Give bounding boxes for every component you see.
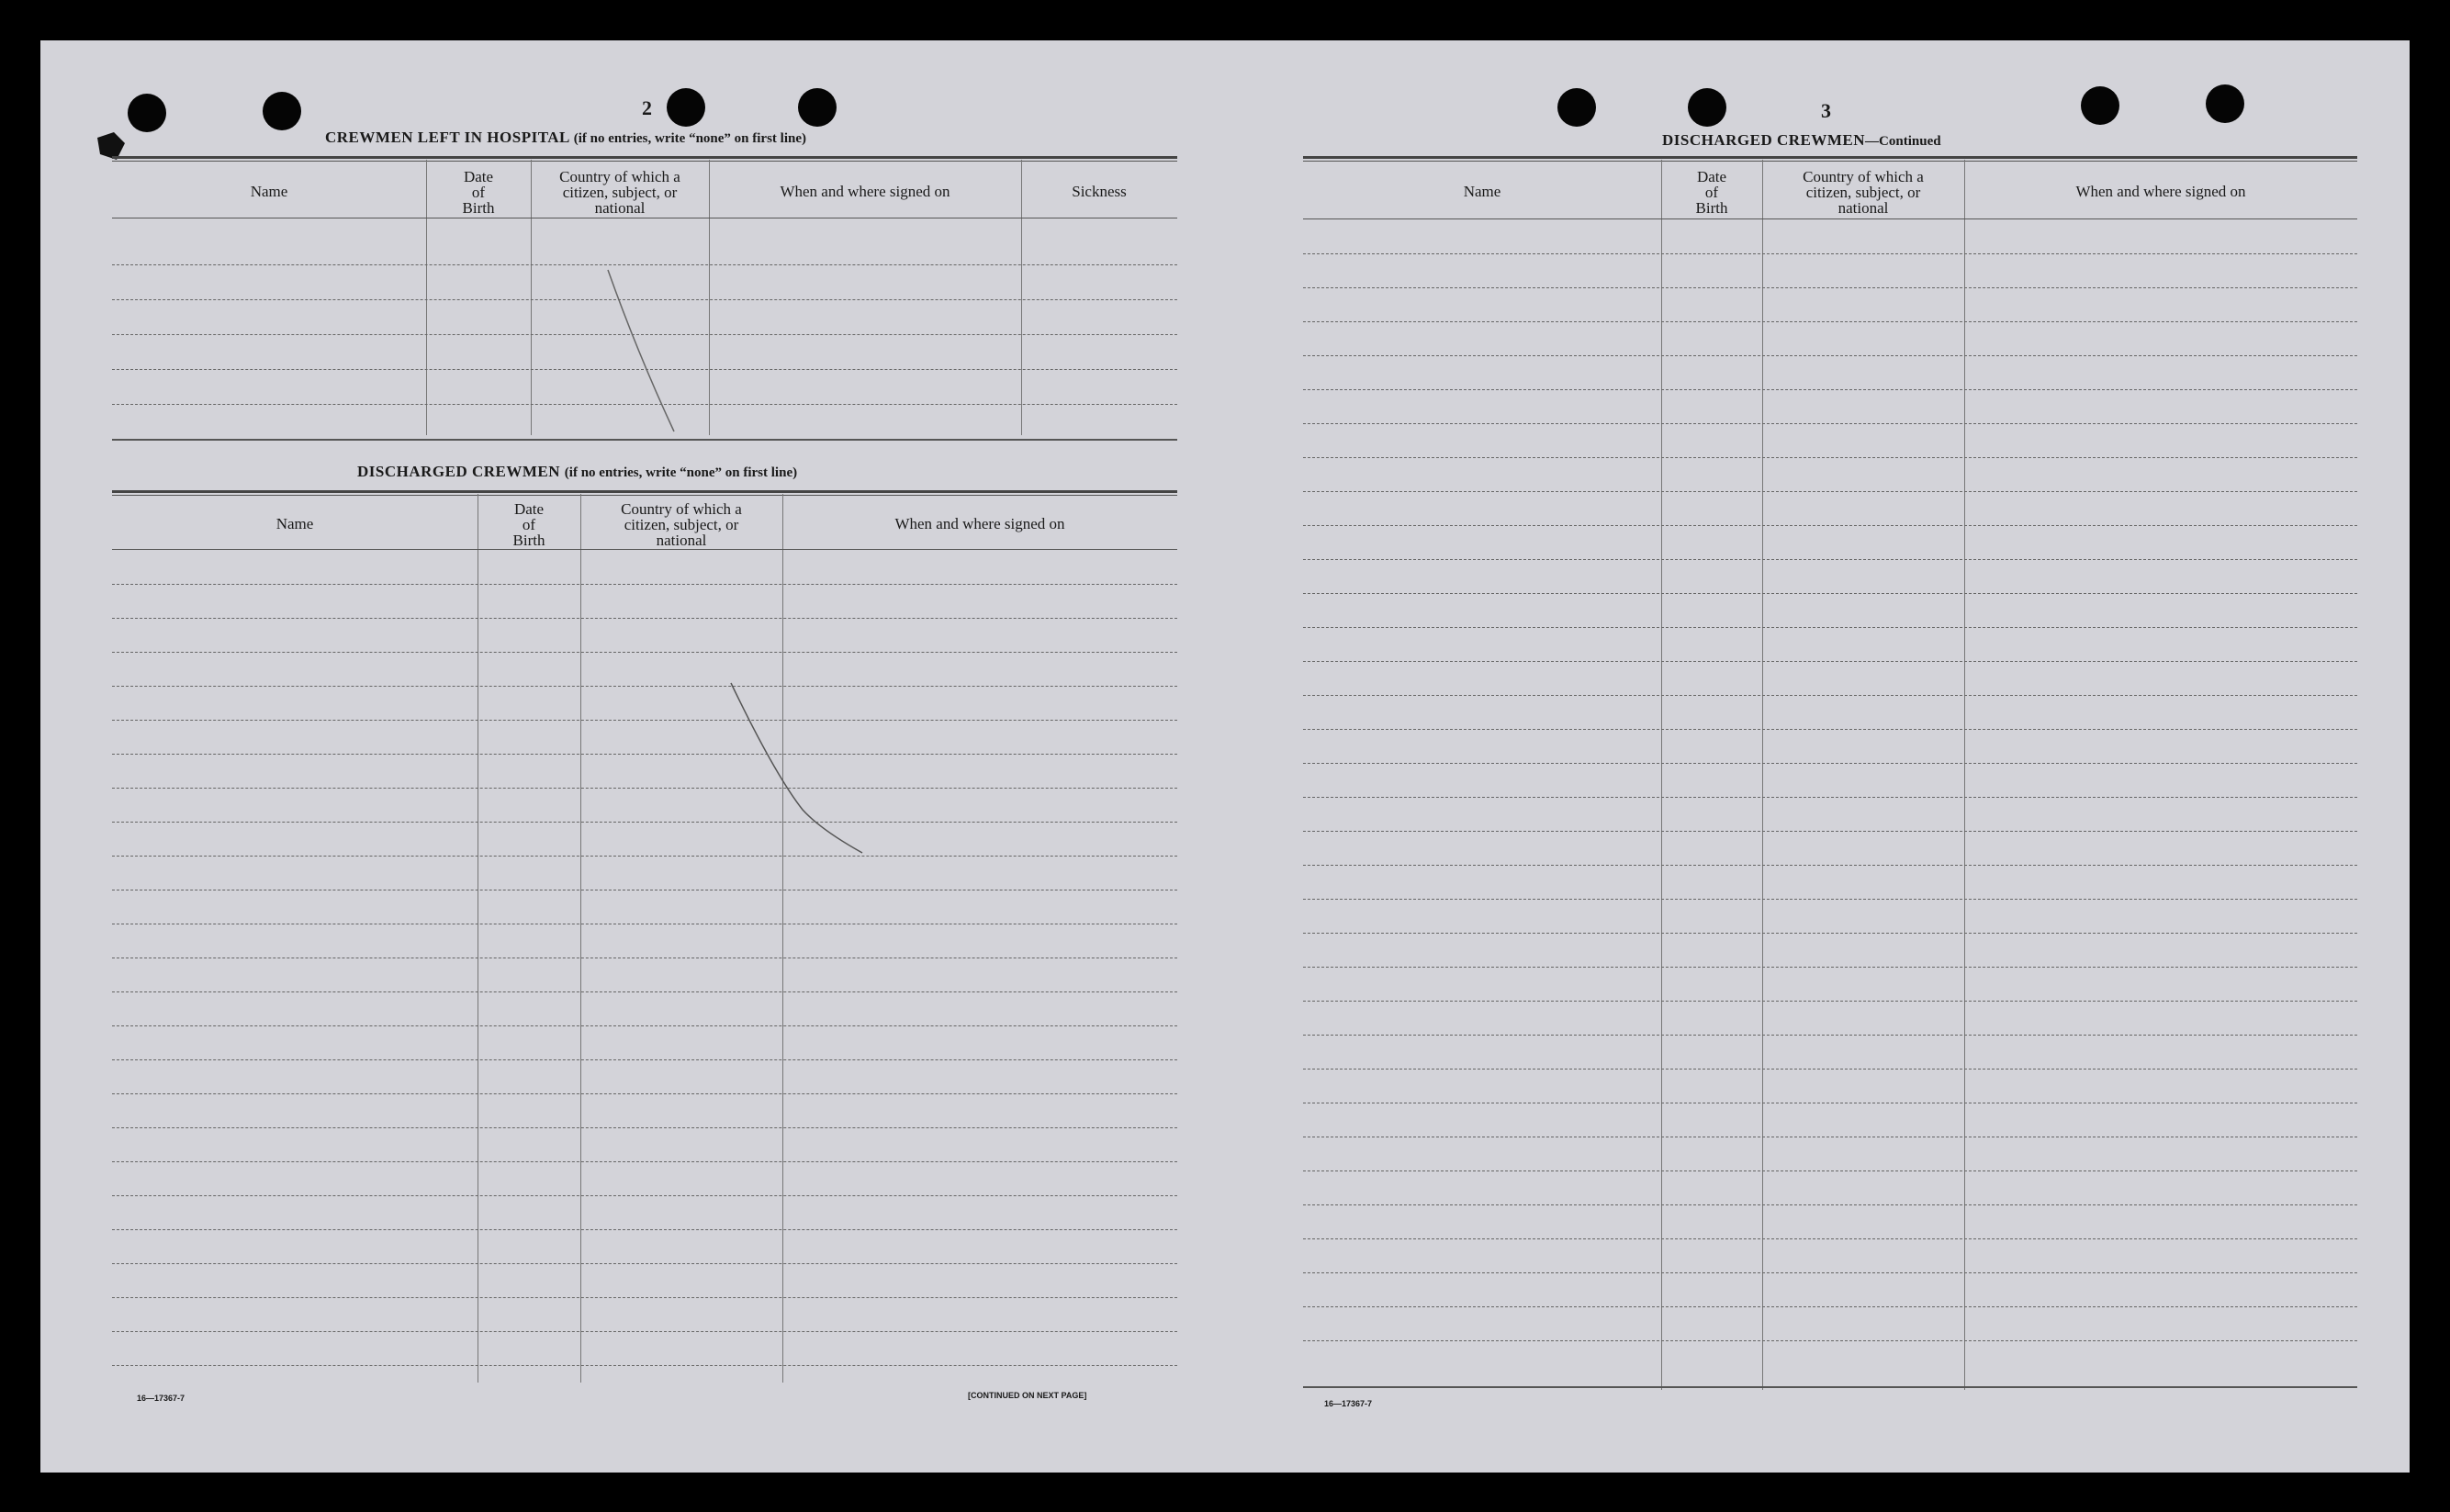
entry-line	[1303, 1238, 2357, 1239]
punch-hole	[263, 92, 301, 130]
entry-line	[1303, 729, 2357, 730]
entry-line	[112, 618, 1177, 619]
entry-line	[112, 369, 1177, 370]
column-header-date-of-birth: Date of Birth	[462, 168, 495, 217]
entry-line	[1303, 695, 2357, 696]
entry-line	[1303, 559, 2357, 560]
column-header-signed-on: When and where signed on	[2075, 183, 2246, 200]
entry-line	[1303, 253, 2357, 254]
discharged-continued-table	[1303, 156, 2357, 1432]
column-header-signed-on: When and where signed on	[780, 183, 950, 200]
entry-line	[1303, 321, 2357, 322]
entry-line	[1303, 763, 2357, 764]
entry-line	[112, 1025, 1177, 1026]
column-divider	[1762, 160, 1763, 1390]
entry-line	[112, 991, 1177, 992]
table-top-rule	[112, 490, 1177, 496]
hospital-title-note: (if no entries, write “none” on first line)	[573, 131, 806, 146]
table-bottom-rule	[112, 439, 1177, 441]
column-divider	[782, 494, 783, 1383]
discharged-title-text: DISCHARGED CREWMEN	[357, 463, 561, 480]
column-header-name: Name	[1463, 183, 1501, 200]
column-header-date-of-birth: Date of Birth	[1695, 168, 1728, 217]
entry-line	[1303, 593, 2357, 594]
discharged-title-note: (if no entries, write “none” on first line)	[564, 465, 798, 480]
punch-hole	[1688, 88, 1726, 127]
entry-line	[112, 584, 1177, 585]
entry-line	[1303, 1204, 2357, 1205]
entry-line	[112, 299, 1177, 300]
entry-line	[112, 1331, 1177, 1332]
entry-line	[1303, 287, 2357, 288]
entry-line	[112, 1297, 1177, 1298]
continued-note: [CONTINUED ON NEXT PAGE]	[968, 1391, 1087, 1400]
hospital-section-title	[325, 129, 806, 147]
entry-line	[1303, 491, 2357, 492]
entry-line	[1303, 1306, 2357, 1307]
form-sheet	[40, 40, 2410, 1473]
discharged-continued-suffix: —Continued	[1865, 134, 1941, 149]
entry-line	[112, 720, 1177, 721]
column-header-name: Name	[275, 515, 314, 532]
column-divider	[1661, 160, 1662, 1390]
table-bottom-rule	[1303, 1386, 2357, 1388]
column-header-country: Country of which a citizen, subject, or national	[621, 500, 742, 549]
entry-line	[1303, 457, 2357, 458]
entry-line	[1303, 967, 2357, 968]
entry-line	[112, 1059, 1177, 1060]
entry-line	[1303, 627, 2357, 628]
page-number-left: 2	[642, 96, 652, 119]
header-bottom-rule	[112, 549, 1177, 550]
form-number-right: 16—17367-7	[1324, 1399, 1373, 1408]
entry-line	[1303, 1035, 2357, 1036]
entry-line	[112, 1127, 1177, 1128]
entry-line	[112, 822, 1177, 823]
entry-line	[112, 856, 1177, 857]
entry-line	[112, 754, 1177, 755]
entry-line	[112, 1093, 1177, 1094]
discharged-continued-title	[1662, 131, 1941, 150]
entry-line	[112, 686, 1177, 687]
entry-line	[112, 1263, 1177, 1264]
table-top-rule	[1303, 156, 2357, 162]
column-header-signed-on: When and where signed on	[894, 515, 1065, 532]
entry-line	[112, 788, 1177, 789]
column-header-date-of-birth: Date of Birth	[512, 500, 545, 549]
entry-line	[112, 334, 1177, 335]
hospital-title-text: CREWMEN LEFT IN HOSPITAL	[325, 129, 569, 146]
punch-hole	[128, 94, 166, 132]
form-number-left: 16—17367-7	[137, 1394, 185, 1403]
entry-line	[1303, 389, 2357, 390]
discharged-continued-title-text: DISCHARGED CREWMEN	[1662, 131, 1866, 149]
entry-line	[112, 1229, 1177, 1230]
entry-line	[112, 404, 1177, 405]
punch-hole	[1557, 88, 1596, 127]
entry-line	[1303, 1272, 2357, 1273]
entry-line	[1303, 355, 2357, 356]
column-divider	[709, 160, 710, 435]
entry-line	[112, 652, 1177, 653]
punch-hole	[667, 88, 705, 127]
discharged-section-title	[357, 463, 797, 481]
entry-line	[112, 1161, 1177, 1162]
entry-line	[1303, 1340, 2357, 1341]
column-header-sickness: Sickness	[1072, 183, 1127, 200]
page-number-right: 3	[1821, 99, 1831, 122]
hospital-table	[112, 156, 1177, 477]
punch-hole	[798, 88, 837, 127]
column-divider	[1021, 160, 1022, 435]
entry-line	[112, 1365, 1177, 1366]
entry-line	[1303, 525, 2357, 526]
entry-line	[1303, 899, 2357, 900]
entry-line	[1303, 933, 2357, 934]
entry-line	[1303, 1069, 2357, 1070]
entry-line	[112, 264, 1177, 265]
header-bottom-rule	[1303, 218, 2357, 219]
column-header-country: Country of which a citizen, subject, or national	[1803, 168, 1924, 217]
column-header-name: Name	[250, 183, 288, 200]
column-divider	[1964, 160, 1965, 1390]
column-divider	[580, 494, 581, 1383]
punch-hole	[2081, 86, 2119, 125]
entry-line	[1303, 1001, 2357, 1002]
entry-line	[1303, 1170, 2357, 1171]
discharged-table	[112, 490, 1177, 1427]
entry-line	[1303, 865, 2357, 866]
entry-line	[1303, 797, 2357, 798]
entry-line	[1303, 661, 2357, 662]
entry-line	[1303, 423, 2357, 424]
entry-line	[1303, 831, 2357, 832]
entry-line	[112, 1195, 1177, 1196]
column-header-country: Country of which a citizen, subject, or national	[559, 168, 680, 217]
punch-hole	[2206, 84, 2244, 123]
table-top-rule	[112, 156, 1177, 162]
